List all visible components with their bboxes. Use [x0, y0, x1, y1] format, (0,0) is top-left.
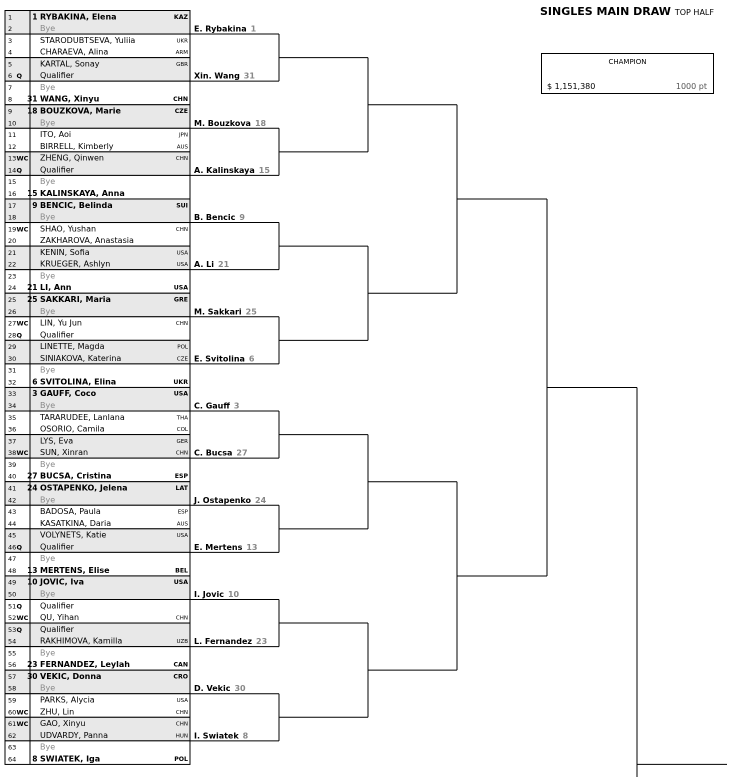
- r2-winner-label: [194, 590, 240, 599]
- r1-player-row: [8, 601, 75, 610]
- r2-winner-seed: 23: [256, 637, 268, 647]
- r1-country: CHN: [175, 321, 188, 328]
- r2-winner-seed: 9: [239, 213, 245, 223]
- r1-country: GBR: [176, 61, 188, 68]
- r1-draw-number: 30: [8, 354, 17, 363]
- r1-player-name: ITO, Aoi: [40, 130, 72, 140]
- r1-player-row: [8, 542, 75, 551]
- r1-player-name: SWIATEK, Iga: [40, 754, 101, 764]
- r1-draw-number: 46: [8, 543, 17, 552]
- r1-draw-number: 21: [8, 248, 17, 257]
- r1-country: HUN: [175, 733, 188, 740]
- r2-winner-seed: 31: [243, 71, 255, 81]
- draw-subtitle: TOP HALF: [674, 8, 714, 17]
- r2-winner-name: L. Fernandez: [194, 637, 253, 647]
- r1-match-box: [5, 435, 190, 459]
- r1-bye: Bye: [40, 365, 56, 375]
- r1-draw-number: 12: [8, 142, 17, 151]
- r1-bye: Bye: [40, 459, 56, 469]
- r1-bye: Bye: [40, 306, 56, 316]
- r1-country: CHN: [175, 721, 188, 728]
- r2-winner-name: E. Rybakina: [194, 24, 247, 34]
- r2-winner: [194, 119, 267, 128]
- r1-country: CRO: [173, 673, 188, 681]
- r2-winner-name: B. Bencic: [194, 213, 236, 223]
- r1-draw-number: 13: [8, 154, 17, 163]
- r1-country: CHN: [175, 226, 188, 233]
- r1-entry-status: Q: [16, 602, 23, 611]
- r1-draw-number: 10: [8, 119, 17, 128]
- r1-country: USA: [176, 250, 188, 257]
- r2-winner-name: I. Jovic: [194, 590, 224, 599]
- r2-winner-seed: 13: [246, 542, 258, 552]
- r1-entry-status: WC: [16, 449, 29, 458]
- r1-draw-number: 15: [8, 178, 17, 187]
- r2-winner-label: [194, 307, 257, 316]
- r1-bye: Bye: [40, 683, 56, 693]
- r2-winner-seed: 8: [242, 731, 249, 741]
- r1-country: GRE: [173, 296, 188, 304]
- r1-draw-number: 43: [8, 508, 17, 517]
- r1-player-name: ZHENG, Qinwen: [40, 153, 104, 163]
- r1-player-name: ZAKHAROVA, Anastasia: [40, 236, 134, 246]
- r2-winner: [194, 72, 255, 81]
- r1-player-name: Qualifier: [40, 165, 74, 175]
- r2-winner-name: E. Mertens: [194, 542, 243, 552]
- r2-winner: [194, 637, 267, 646]
- r1-draw-number: 56: [8, 661, 17, 670]
- r1-country: CZE: [174, 108, 188, 116]
- r1-bye: Bye: [40, 495, 56, 505]
- r2-winner: [194, 260, 230, 269]
- r1-entry-status: WC: [16, 720, 29, 729]
- r1-draw-number: 48: [8, 566, 17, 575]
- r1-country: CHN: [175, 450, 188, 457]
- r1-draw-number: 63: [8, 743, 17, 752]
- r1-draw-number: 60: [8, 708, 17, 717]
- r1-draw-number: 49: [8, 578, 17, 587]
- r1-seed: 1: [32, 12, 38, 22]
- r1-player-name: BOUZKOVA, Marie: [40, 106, 121, 116]
- r1-player-name: OSORIO, Camila: [40, 424, 105, 434]
- r1-draw-number: 24: [8, 284, 17, 293]
- r1-draw-number: 20: [8, 237, 17, 246]
- r2-winner-name: I. Swiatek: [194, 731, 239, 741]
- r1-player-name: WANG, Xinyu: [40, 94, 100, 104]
- r2-winner-seed: 21: [218, 260, 230, 270]
- r2-winner-name: J. Ostapenko: [194, 495, 252, 505]
- r1-draw-number: 64: [8, 755, 17, 764]
- r1-match-box: [5, 600, 190, 624]
- r1-country: USA: [176, 698, 188, 705]
- r1-player-row: [8, 71, 75, 80]
- r1-player-name: LYS, Eva: [40, 436, 74, 446]
- r2-winner-name: C. Gauff: [194, 401, 230, 411]
- r1-draw-number: 38: [8, 449, 17, 458]
- r1-player-name: MERTENS, Elise: [40, 565, 110, 575]
- r1-country: CHN: [173, 96, 188, 104]
- r1-player-name: CHARAEVA, Alina: [40, 47, 109, 57]
- r1-seed: 25: [27, 295, 38, 304]
- r2-winner-label: [194, 684, 246, 693]
- r1-draw-number: 16: [8, 189, 17, 198]
- r1-player-name: BIRRELL, Kimberly: [40, 141, 114, 151]
- r2-winner-seed: 18: [254, 118, 267, 128]
- r1-country: POL: [177, 344, 188, 351]
- r1-match-box: [5, 694, 190, 718]
- champion-points: 1000 pt: [675, 82, 707, 91]
- r1-player-row: [8, 625, 75, 634]
- r2-winner-label: [194, 637, 267, 646]
- r1-player-name: SUN, Xinran: [40, 448, 89, 458]
- r1-entry-status: Q: [16, 543, 23, 552]
- r2-winner-label: [194, 260, 230, 269]
- r1-player-name: PARKS, Alycia: [40, 695, 95, 705]
- r1-country: ARM: [175, 50, 188, 57]
- r1-draw-number: 3: [8, 36, 13, 45]
- r1-draw-number: 8: [8, 95, 13, 104]
- r1-country: ESP: [177, 509, 188, 516]
- r2-winner: [194, 543, 257, 552]
- r1-draw-number: 40: [8, 472, 17, 481]
- r1-bye: Bye: [40, 648, 56, 658]
- r1-country: THA: [176, 415, 188, 422]
- r1-draw-number: 32: [8, 378, 17, 387]
- r1-draw-number: 18: [8, 213, 17, 222]
- r2-winner: [194, 166, 270, 175]
- r1-player-name: BADOSA, Paula: [40, 507, 101, 517]
- r1-draw-number: 25: [8, 296, 17, 304]
- r1-country: USA: [176, 533, 188, 540]
- r1-player-name: KENIN, Sofia: [40, 247, 90, 257]
- r1-country: COL: [176, 427, 188, 434]
- r1-country: UKR: [173, 378, 188, 386]
- r1-country: ESP: [174, 473, 188, 481]
- r2-winner-label: [194, 25, 257, 34]
- r1-country: USA: [173, 390, 188, 398]
- r2-winner-label: [194, 543, 257, 552]
- r2-winner: [194, 731, 249, 740]
- r1-draw-number: 53: [8, 625, 17, 634]
- r1-seed: 10: [27, 577, 38, 587]
- r1-player-name: OSTAPENKO, Jelena: [40, 483, 128, 493]
- r1-player-row: [8, 165, 75, 174]
- r1-seed: 23: [27, 660, 38, 670]
- r1-draw-number: 55: [8, 649, 17, 658]
- r1-player-name: SAKKARI, Maria: [40, 295, 111, 304]
- champion-label: CHAMPION: [608, 58, 647, 66]
- r1-draw-number: 39: [8, 460, 17, 469]
- r1-draw-number: 14: [8, 166, 17, 175]
- r2-winner-label: [194, 731, 249, 740]
- r1-bye: Bye: [40, 589, 56, 599]
- r1-country: BEL: [175, 567, 188, 575]
- r1-bye: Bye: [40, 401, 56, 411]
- r1-player-name: LI, Ann: [40, 283, 72, 293]
- r1-player-name: LIN, Yu Jun: [40, 318, 82, 328]
- r1-seed: 24: [27, 483, 38, 493]
- r1-country: POL: [174, 755, 188, 763]
- r1-entry-status: WC: [16, 319, 29, 328]
- r2-winner: [194, 590, 240, 599]
- r1-country: UZB: [176, 639, 188, 646]
- r1-bye: Bye: [40, 118, 56, 128]
- r1-country: UKR: [176, 38, 188, 45]
- r1-seed: 27: [27, 471, 38, 481]
- r1-draw-number: 2: [8, 25, 13, 34]
- r1-country: GER: [176, 438, 188, 445]
- r1-player-name: Qualifier: [40, 624, 74, 634]
- r1-draw-number: 51: [8, 602, 17, 611]
- r1-draw-number: 17: [8, 201, 17, 210]
- r1-draw-number: 5: [8, 60, 13, 69]
- r1-bye: Bye: [40, 24, 56, 34]
- r1-entry-status: WC: [16, 154, 29, 163]
- r1-draw-number: 36: [8, 425, 17, 434]
- r2-winner-seed: 25: [245, 307, 257, 317]
- r1-player-name: QU, Yihan: [40, 613, 80, 623]
- r2-winner-seed: 6: [248, 354, 255, 364]
- r1-country: USA: [173, 579, 188, 587]
- r1-seed: 15: [27, 188, 38, 198]
- r1-draw-number: 33: [8, 390, 17, 399]
- r1-draw-number: 22: [8, 260, 17, 269]
- r1-player-name: VEKIC, Donna: [40, 671, 102, 681]
- r1-entry-status: WC: [16, 614, 29, 623]
- r1-bye: Bye: [40, 177, 56, 187]
- r1-player-name: UDVARDY, Panna: [40, 730, 108, 740]
- r1-player-name: FERNANDEZ, Leylah: [40, 660, 130, 670]
- r1-draw-number: 50: [8, 590, 17, 599]
- r1-bye: Bye: [40, 82, 56, 92]
- r2-winner-label: [194, 402, 239, 411]
- r1-entry-status: Q: [16, 72, 23, 81]
- r1-draw-number: 52: [8, 614, 17, 623]
- r2-winner-seed: 15: [258, 165, 270, 175]
- r1-entry-status: Q: [16, 166, 23, 175]
- r2-winner-seed: 1: [250, 24, 257, 34]
- r1-country: CHN: [175, 709, 188, 716]
- r2-winner: [194, 213, 245, 222]
- r1-player-name: SHAO, Yushan: [40, 224, 97, 234]
- r1-entry-status: WC: [16, 708, 29, 717]
- r1-draw-number: 28: [8, 331, 17, 340]
- r2-winner-name: M. Bouzkova: [194, 118, 251, 128]
- r2-winner: [193, 496, 267, 505]
- r1-draw-number: 44: [8, 519, 17, 528]
- r1-draw-number: 26: [8, 307, 17, 316]
- r1-draw-number: 34: [8, 402, 17, 411]
- r2-winner-label: [194, 449, 248, 458]
- r1-player-row: [8, 330, 75, 339]
- r2-winner-seed: 27: [236, 448, 248, 458]
- r1-country: LAT: [175, 484, 188, 492]
- r1-player-name: BENCIC, Belinda: [40, 200, 113, 210]
- r1-player-name: GAO, Xinyu: [40, 719, 86, 729]
- r1-draw-number: 45: [8, 531, 17, 540]
- r1-country: USA: [173, 284, 188, 292]
- r1-draw-number: 41: [8, 484, 17, 493]
- r2-winner-name: D. Vekic: [194, 684, 231, 694]
- r2-winner-name: A. Kalinskaya: [194, 165, 255, 175]
- r2-winner-name: Xin. Wang: [194, 71, 240, 81]
- r1-seed: 13: [27, 565, 38, 575]
- r2-winner-seed: 24: [255, 495, 267, 505]
- r1-draw-number: 42: [8, 496, 17, 505]
- r1-country: AUS: [176, 144, 188, 151]
- r1-player-name: LINETTE, Magda: [40, 342, 105, 352]
- r2-winner-seed: 30: [234, 684, 246, 694]
- r1-draw-number: 31: [8, 366, 17, 375]
- r1-entry-status: Q: [16, 331, 23, 340]
- r1-player-name: KALINSKAYA, Anna: [40, 188, 125, 198]
- r1-bye: Bye: [40, 212, 56, 222]
- r2-winner-seed: 10: [227, 590, 240, 599]
- r1-player-name: SINIAKOVA, Katerina: [40, 353, 122, 363]
- r1-player-name: Qualifier: [40, 330, 74, 340]
- r1-draw-number: 4: [8, 48, 13, 57]
- r1-player-name: VOLYNETS, Katie: [40, 530, 107, 540]
- r1-match-box: [5, 317, 190, 341]
- r2-winner: [194, 25, 257, 34]
- r1-country: KAZ: [173, 13, 188, 21]
- r1-draw-number: 58: [8, 684, 17, 693]
- r1-draw-number: 35: [8, 413, 17, 422]
- r2-winner: [194, 307, 257, 316]
- r1-player-name: KASATKINA, Daria: [40, 518, 112, 528]
- r1-bye: Bye: [40, 271, 56, 281]
- r2-winner: [194, 684, 246, 693]
- r1-player-name: SVITOLINA, Elina: [40, 377, 117, 387]
- r2-winner-name: M. Sakkari: [194, 307, 242, 317]
- r1-draw-number: 54: [8, 637, 17, 646]
- r1-entry-status: Q: [16, 625, 23, 634]
- r2-winner-label: [193, 496, 267, 505]
- r2-winner-name: E. Svitolina: [194, 354, 245, 364]
- r1-bye: Bye: [40, 742, 56, 752]
- r2-winner-seed: 3: [233, 401, 240, 411]
- r1-player-name: JOVIC, Iva: [40, 577, 85, 587]
- r1-player-name: KRUEGER, Ashlyn: [40, 259, 111, 269]
- r1-country: AUS: [176, 521, 188, 528]
- r1-player-name: Qualifier: [40, 542, 74, 552]
- r1-draw-number: 57: [8, 672, 17, 681]
- draw-title-text: SINGLES MAIN DRAW: [540, 5, 671, 18]
- r1-seed: 31: [27, 94, 38, 104]
- r2-winner-name: A. Li: [194, 260, 215, 270]
- r1-country: CHN: [175, 615, 188, 622]
- r1-country: CAN: [173, 661, 188, 669]
- r1-player-name: RYBAKINA, Elena: [40, 12, 117, 22]
- r1-seed: 8: [32, 754, 38, 764]
- r2-winner-label: [194, 119, 267, 128]
- r1-entry-status: WC: [16, 225, 29, 234]
- r1-player-name: TARARUDEE, Lanlana: [40, 412, 125, 422]
- r1-player-name: ZHU, Lin: [40, 707, 75, 717]
- r1-draw-number: 23: [8, 272, 17, 281]
- r1-draw-number: 7: [8, 83, 13, 92]
- r1-draw-number: 1: [8, 13, 13, 22]
- r1-draw-number: 11: [8, 131, 17, 140]
- r1-draw-number: 6: [8, 72, 13, 81]
- r1-country: USA: [176, 262, 188, 269]
- r1-player-name: GAUFF, Coco: [40, 389, 97, 399]
- r2-winner-label: [194, 166, 270, 175]
- champion-prize: $ 1,151,380: [547, 82, 596, 91]
- r1-player-name: KARTAL, Sonay: [40, 59, 100, 69]
- r2-winner: [194, 449, 248, 458]
- r1-seed: 18: [27, 106, 38, 116]
- r1-draw-number: 29: [8, 343, 17, 352]
- r1-player-name: BUCSA, Cristina: [40, 471, 112, 481]
- r1-seed: 3: [32, 389, 38, 399]
- r1-country: CZE: [176, 356, 188, 363]
- r1-draw-number: 59: [8, 696, 17, 705]
- r1-country: SUI: [176, 202, 188, 210]
- r1-draw-number: 47: [8, 555, 17, 564]
- r2-winner: [194, 354, 255, 363]
- r1-seed: 21: [27, 283, 38, 293]
- r1-draw-number: 9: [8, 107, 13, 116]
- r1-seed: 6: [32, 377, 38, 387]
- r1-player-name: Qualifier: [40, 601, 74, 611]
- r1-country: JPN: [178, 132, 188, 139]
- r1-seed: 9: [32, 200, 38, 210]
- r1-draw-number: 37: [8, 437, 17, 446]
- r2-winner-label: [194, 72, 255, 81]
- r1-country: CHN: [175, 156, 188, 163]
- r2-winner-label: [194, 354, 255, 363]
- r1-player-name: Qualifier: [40, 71, 74, 81]
- r1-seed: 30: [27, 671, 38, 681]
- r1-player-name: RAKHIMOVA, Kamilla: [40, 636, 123, 646]
- r1-draw-number: 61: [8, 720, 17, 729]
- r1-draw-number: 62: [8, 731, 17, 740]
- r2-winner-label: [194, 213, 245, 222]
- r2-winner: [194, 402, 239, 411]
- r2-winner-name: C. Bucsa: [194, 448, 233, 458]
- r1-player-name: STARODUBTSEVA, Yuliia: [40, 35, 136, 45]
- r1-draw-number: 27: [8, 319, 17, 328]
- r1-draw-number: 19: [8, 225, 17, 234]
- r1-bye: Bye: [40, 554, 56, 564]
